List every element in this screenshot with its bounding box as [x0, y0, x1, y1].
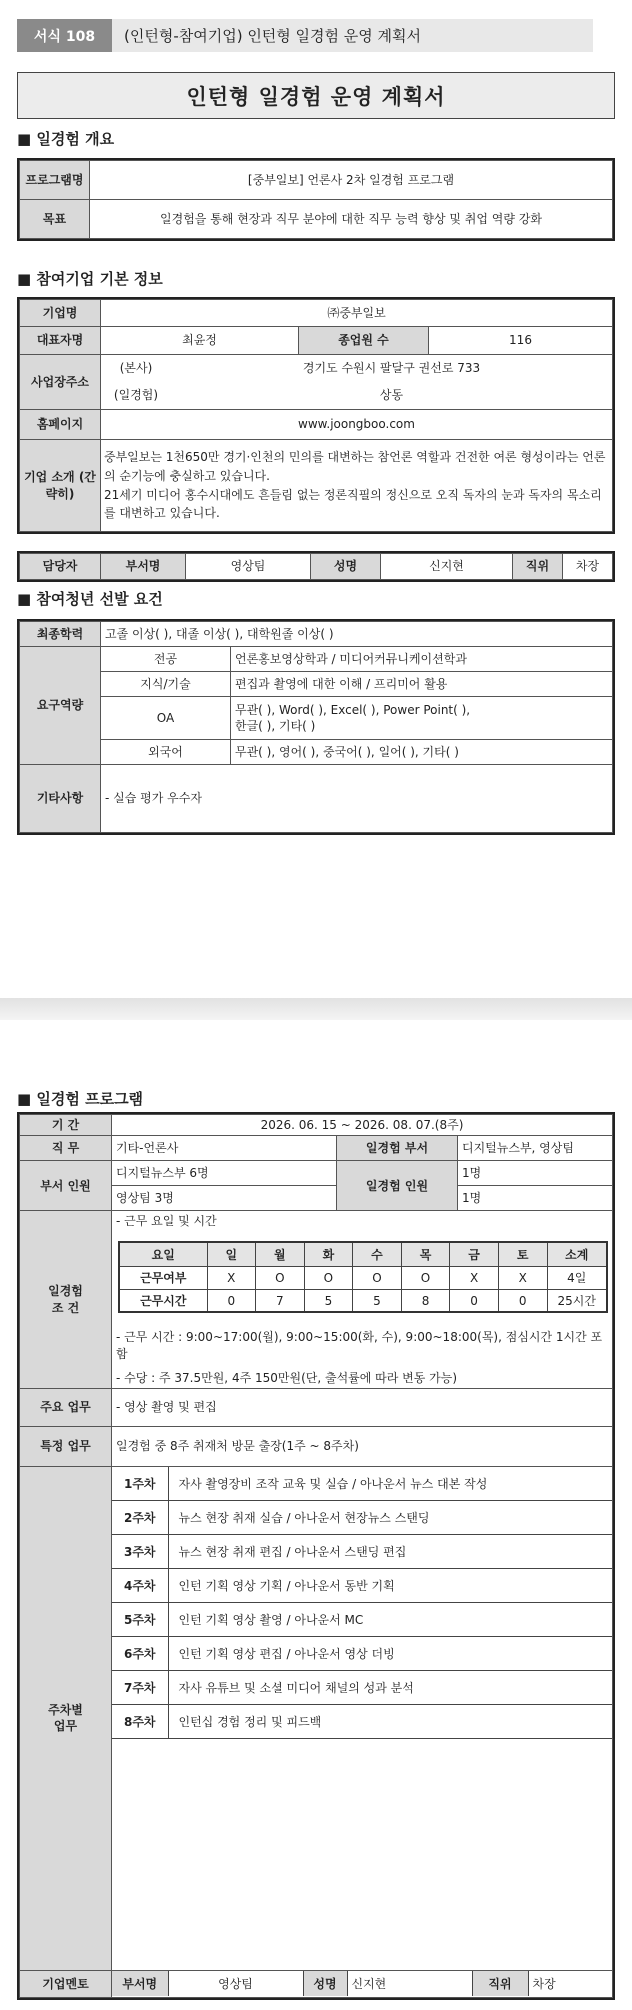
schedule-head-cell: 화	[304, 1242, 353, 1266]
youth-table	[17, 619, 615, 835]
goal-value: 일경험을 통해 현장과 직무 분야에 대한 직무 능력 향상 및 취업 역량 강화	[90, 200, 613, 239]
homepage-value[interactable]: www.joongboo.com	[101, 410, 613, 440]
competency-label: 요구역량	[20, 647, 101, 765]
week-task: 인턴 기획 영상 촬영 / 아나운서 MC	[168, 1603, 612, 1637]
company-intro-label: 기업 소개 (간략히)	[20, 440, 101, 532]
goal-label: 목표	[20, 200, 90, 239]
week-number: 1주차	[112, 1467, 168, 1501]
schedule-row-cell: 0	[450, 1289, 499, 1312]
conditions-intro: - 근무 요일 및 시간	[116, 1214, 217, 1229]
homepage-label: 홈페이지	[20, 410, 101, 440]
schedule-head-cell: 월	[256, 1242, 305, 1266]
overview-table	[17, 158, 615, 241]
form-number: 서식 108	[17, 19, 112, 52]
special-duty-value: 일경험 중 8주 취재처 방문 출장(1주 ~ 8주차)	[112, 1426, 613, 1466]
oa-value: 무관( ), Word( ), Excel( ), Power Point( ), 한글( ), 기타( )	[231, 697, 613, 740]
schedule-head-cell: 토	[498, 1242, 547, 1266]
schedule-row-cell: X	[498, 1266, 547, 1289]
week-row	[112, 1603, 612, 1637]
schedule-row-cell: O	[256, 1266, 305, 1289]
week-number: 7주차	[112, 1671, 168, 1705]
week-task: 인턴십 경험 정리 및 피드백	[168, 1705, 612, 1739]
staff-count-label: 종업원 수	[299, 327, 429, 355]
schedule-row-cell: 7	[256, 1289, 305, 1312]
education-label: 최종학력	[20, 622, 101, 647]
address-hq-value: 경기도 수원시 팔달구 권선로 733	[302, 361, 481, 376]
week-row	[112, 1705, 612, 1739]
document-title: 인턴형 일경험 운영 계획서	[17, 72, 615, 119]
form-title: (인턴형-참여기업) 인턴형 일경험 운영 계획서	[124, 27, 422, 45]
schedule-row-cell: O	[353, 1266, 402, 1289]
company-name-value: ㈜중부일보	[101, 300, 613, 327]
program-table	[17, 1112, 615, 2000]
contact-position-label: 직위	[513, 554, 563, 580]
contact-dept-label: 부서명	[101, 554, 186, 580]
language-value: 무관( ), 영어( ), 중국어( ), 일어( ), 기타( )	[231, 740, 613, 765]
dept-staff-2: 영상팀 3명	[112, 1186, 337, 1211]
intern-count-1: 1명	[458, 1161, 613, 1186]
week-task: 자사 촬영장비 조작 교육 및 실습 / 아나운서 뉴스 대본 작성	[168, 1467, 612, 1501]
section-program-title: ■ 일경험 프로그램	[17, 1090, 144, 1108]
work-dept-value: 디지털뉴스부, 영상팀	[458, 1136, 613, 1161]
mentor-table	[112, 1971, 612, 1996]
schedule-head-cell: 수	[353, 1242, 402, 1266]
schedule-row-cell: 0	[207, 1289, 256, 1312]
dept-staff-label: 부서 인원	[20, 1161, 112, 1211]
program-name-label: 프로그램명	[20, 161, 90, 200]
company-intro-value: 중부일보는 1천650만 경기·인천의 민의를 대변하는 참언론 역할과 건전한 여론 형성이라는 언론의 순기능에 충실하고 있습니다. 21세기 미디어 홍수시대에도 흔들림 없는 정론직필의 정신으로 오직 독자의 눈과 독자의 목소리를 대변하고 있습니다.	[101, 440, 613, 532]
contact-name-value: 신지현	[381, 554, 513, 580]
schedule-row-cell: 4일	[547, 1266, 607, 1289]
education-value: 고졸 이상( ), 대졸 이상( ), 대학원졸 이상( )	[101, 622, 613, 647]
schedule-head-cell: 목	[401, 1242, 450, 1266]
skill-label: 지식/기술	[101, 672, 231, 697]
dept-staff-1: 디지털뉴스부 6명	[112, 1161, 337, 1186]
contact-label: 담당자	[20, 554, 101, 580]
schedule-head-cell: 요일	[119, 1242, 207, 1266]
intern-count-label: 일경험 인원	[337, 1161, 458, 1211]
period-value: 2026. 06. 15 ~ 2026. 08. 07.(8주)	[112, 1115, 613, 1136]
schedule-row-cell: 5	[353, 1289, 402, 1312]
mentor-dept-label: 부서명	[112, 1971, 168, 1996]
mentor-position-value: 차장	[528, 1971, 612, 1996]
mentor-name-label: 성명	[303, 1971, 347, 1996]
schedule-row-cell: O	[304, 1266, 353, 1289]
schedule-row-cell: 근무시간	[119, 1289, 207, 1312]
intern-count-2: 1명	[458, 1186, 613, 1211]
section-overview-title: ■ 일경험 개요	[17, 130, 115, 148]
section-company-title: ■ 참여기업 기본 정보	[17, 270, 163, 288]
address-label: 사업장주소	[20, 355, 101, 410]
week-row	[112, 1671, 612, 1705]
company-table	[17, 297, 615, 534]
main-duty-value: - 영상 촬영 및 편집	[112, 1388, 613, 1426]
section-youth-title: ■ 참여청년 선발 요건	[17, 590, 163, 608]
ceo-value: 최윤정	[101, 327, 299, 355]
period-label: 기 간	[20, 1115, 112, 1136]
week-task: 뉴스 현장 취재 실습 / 아나운서 현장뉴스 스탠딩	[168, 1501, 612, 1535]
schedule-row-cell: O	[401, 1266, 450, 1289]
mentor-name-value: 신지현	[347, 1971, 472, 1996]
week-task: 뉴스 현장 취재 편집 / 아나운서 스탠딩 편집	[168, 1535, 612, 1569]
address-work-value: 상동	[379, 388, 404, 403]
hours-note: - 근무 시간 : 9:00~17:00(월), 9:00~15:00(화, 수), 9:00~18:00(목), 점심시간 1시간 포함	[116, 1330, 603, 1361]
program-name-value: [중부일보] 언론사 2차 일경험 프로그램	[90, 161, 613, 200]
skill-value: 편집과 촬영에 대한 이해 / 프리미어 활용	[231, 672, 613, 697]
weekly-duty-label: 주차별 업무	[20, 1466, 112, 1970]
ceo-label: 대표자명	[20, 327, 101, 355]
conditions-value	[112, 1211, 613, 1389]
week-number: 8주차	[112, 1705, 168, 1739]
address-hq-tag: (본사)	[119, 361, 153, 376]
language-label: 외국어	[101, 740, 231, 765]
week-task: 인턴 기획 영상 기획 / 아나운서 동반 기획	[168, 1569, 612, 1603]
main-duty-label: 주요 업무	[20, 1388, 112, 1426]
week-row	[112, 1467, 612, 1501]
schedule-table	[118, 1241, 608, 1313]
pay-note: - 수당 : 주 37.5만원, 4주 150만원(단, 출석률에 따라 변동 가능)	[116, 1370, 458, 1385]
weekly-duty-value	[112, 1466, 613, 1970]
schedule-row-cell: X	[207, 1266, 256, 1289]
schedule-head-cell: 소계	[547, 1242, 607, 1266]
special-duty-label: 특정 업무	[20, 1426, 112, 1466]
week-row	[112, 1535, 612, 1569]
job-value: 기타-언론사	[112, 1136, 337, 1161]
schedule-row-cell: X	[450, 1266, 499, 1289]
week-row	[112, 1637, 612, 1671]
major-value: 언론홍보영상학과 / 미디어커뮤니케이션학과	[231, 647, 613, 672]
conditions-label: 일경험 조 건	[20, 1211, 112, 1389]
schedule-head-cell: 금	[450, 1242, 499, 1266]
schedule-row-cell: 8	[401, 1289, 450, 1312]
mentor-position-label: 직위	[472, 1971, 528, 1996]
week-number: 3주차	[112, 1535, 168, 1569]
address-work-tag: (일경험)	[113, 388, 159, 403]
week-number: 2주차	[112, 1501, 168, 1535]
schedule-row-cell: 근무여부	[119, 1266, 207, 1289]
week-task: 자사 유튜브 및 소셜 미디어 채널의 성과 분석	[168, 1671, 612, 1705]
contact-name-label: 성명	[311, 554, 381, 580]
weekly-table	[112, 1467, 612, 1740]
week-number: 6주차	[112, 1637, 168, 1671]
schedule-head-cell: 일	[207, 1242, 256, 1266]
mentor-label: 기업멘토	[20, 1970, 112, 1997]
page-break	[0, 998, 632, 1020]
company-name-label: 기업명	[20, 300, 101, 327]
schedule-row-cell: 0	[498, 1289, 547, 1312]
contact-dept-value: 영상팀	[186, 554, 311, 580]
oa-label: OA	[101, 697, 231, 740]
schedule-row-cell: 25시간	[547, 1289, 607, 1312]
week-row	[112, 1501, 612, 1535]
form-header	[17, 19, 593, 52]
etc-label: 기타사항	[20, 765, 101, 833]
staff-count-value: 116	[429, 327, 613, 355]
contact-position-value: 차장	[563, 554, 613, 580]
week-number: 4주차	[112, 1569, 168, 1603]
contact-table	[17, 551, 615, 582]
mentor-dept-value: 영상팀	[168, 1971, 303, 1996]
etc-value: - 실습 평가 우수자	[101, 765, 613, 833]
major-label: 전공	[101, 647, 231, 672]
work-dept-label: 일경험 부서	[337, 1136, 458, 1161]
week-task: 인턴 기획 영상 편집 / 아나운서 영상 더빙	[168, 1637, 612, 1671]
job-label: 직 무	[20, 1136, 112, 1161]
week-number: 5주차	[112, 1603, 168, 1637]
schedule-row-cell: 5	[304, 1289, 353, 1312]
week-row	[112, 1569, 612, 1603]
